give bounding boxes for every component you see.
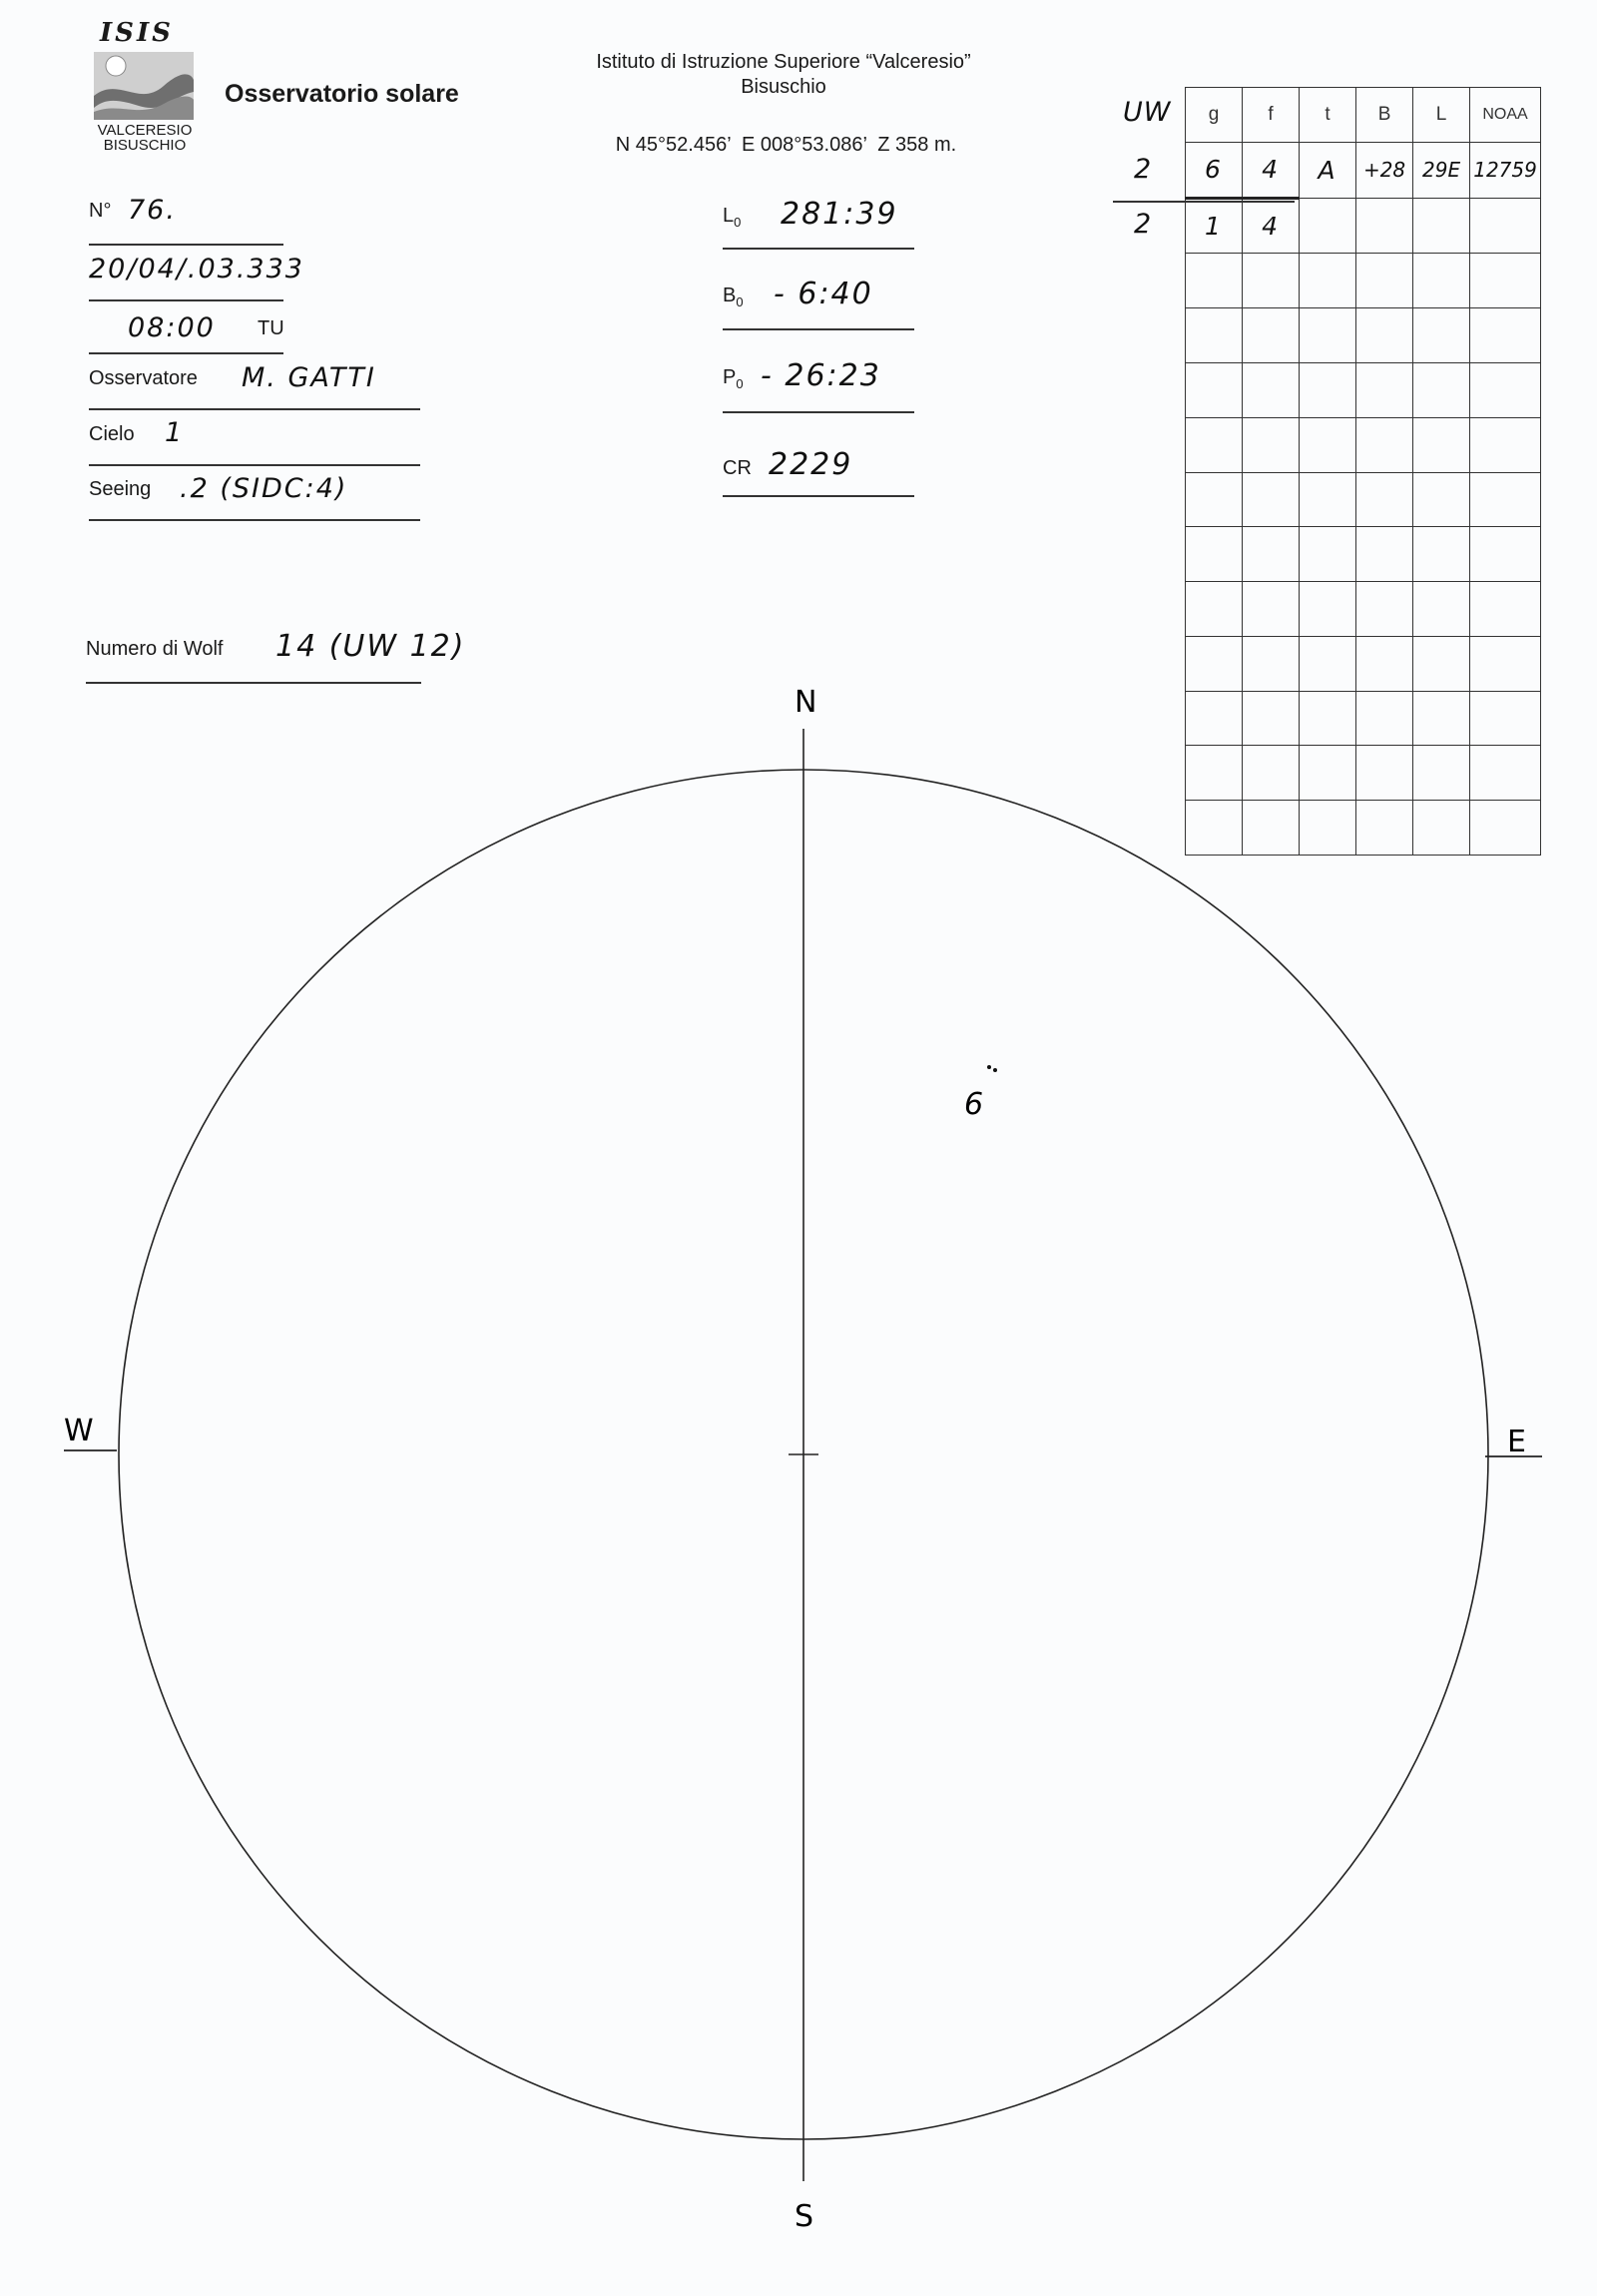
table-cell: 12759 <box>1470 142 1541 198</box>
sky-value: 1 <box>165 417 185 448</box>
uw-header: UW <box>1123 97 1172 128</box>
cr-value: 2229 <box>769 447 853 482</box>
table-cell: 6 <box>1186 142 1243 198</box>
observer-value: M. GATTI <box>242 362 376 393</box>
sunspot-group-label: 6 <box>964 1087 984 1122</box>
uw-value-row1: 2 <box>1134 154 1154 185</box>
sky-label: Cielo <box>89 423 135 445</box>
p0-value: - 26:23 <box>761 358 881 393</box>
west-label: W <box>64 1414 94 1448</box>
table-cell: 1 <box>1186 198 1243 254</box>
observatory-coordinates: N 45°52.456’ E 008°53.086’ Z 358 m. <box>615 134 957 156</box>
wolf-label: Numero di Wolf <box>86 638 224 660</box>
p0-label: $P_0$ <box>723 366 744 391</box>
table-header-cell: g <box>1186 88 1243 143</box>
observatory-title: Osservatorio solare <box>225 80 459 108</box>
l0-value: 281:39 <box>781 197 898 232</box>
table-header-cell: B <box>1356 88 1413 143</box>
time-value: 08:00 <box>128 312 216 343</box>
sunspot-dot <box>987 1065 991 1069</box>
south-label: S <box>795 2199 814 2234</box>
logo-brand: ISIS <box>100 18 174 48</box>
institute-name: Istituto di Istruzione Superiore “Valceresio” <box>596 51 971 73</box>
date-value: 20/04/.03.333 <box>89 254 304 285</box>
observer-label: Osservatore <box>89 367 198 389</box>
table-header-cell: t <box>1300 88 1356 143</box>
seeing-value: .2 (SIDC:4) <box>180 473 348 504</box>
north-label: N <box>795 685 817 720</box>
b0-label: $B_0$ <box>723 285 744 309</box>
logo-sub-line2: BISUSCHIO <box>103 137 187 154</box>
sunspot-dot <box>993 1068 997 1072</box>
east-label: E <box>1507 1425 1526 1459</box>
time-unit: TU <box>258 317 284 339</box>
table-header-cell: L <box>1413 88 1470 143</box>
table-cell: 29E <box>1413 142 1470 198</box>
uw-value-row2: 2 <box>1134 209 1154 240</box>
l0-label: $L_0$ <box>723 205 742 230</box>
institute-town: Bisuschio <box>741 76 826 98</box>
seeing-label: Seeing <box>89 478 152 500</box>
table-cell: A <box>1300 142 1356 198</box>
table-cell: 4 <box>1243 198 1300 254</box>
cr-label: CR <box>723 457 752 479</box>
table-cell: 4 <box>1243 142 1300 198</box>
table-header-cell: NOAA <box>1470 88 1541 143</box>
wolf-value: 14 (UW 12) <box>275 629 466 664</box>
number-value: 76. <box>128 195 177 226</box>
number-label: N° <box>89 200 112 222</box>
table-cell: +28 <box>1356 142 1413 198</box>
b0-value: - 6:40 <box>774 277 873 311</box>
logo-sub-line1: VALCERESIO <box>97 122 193 139</box>
table-header-cell: f <box>1243 88 1300 143</box>
